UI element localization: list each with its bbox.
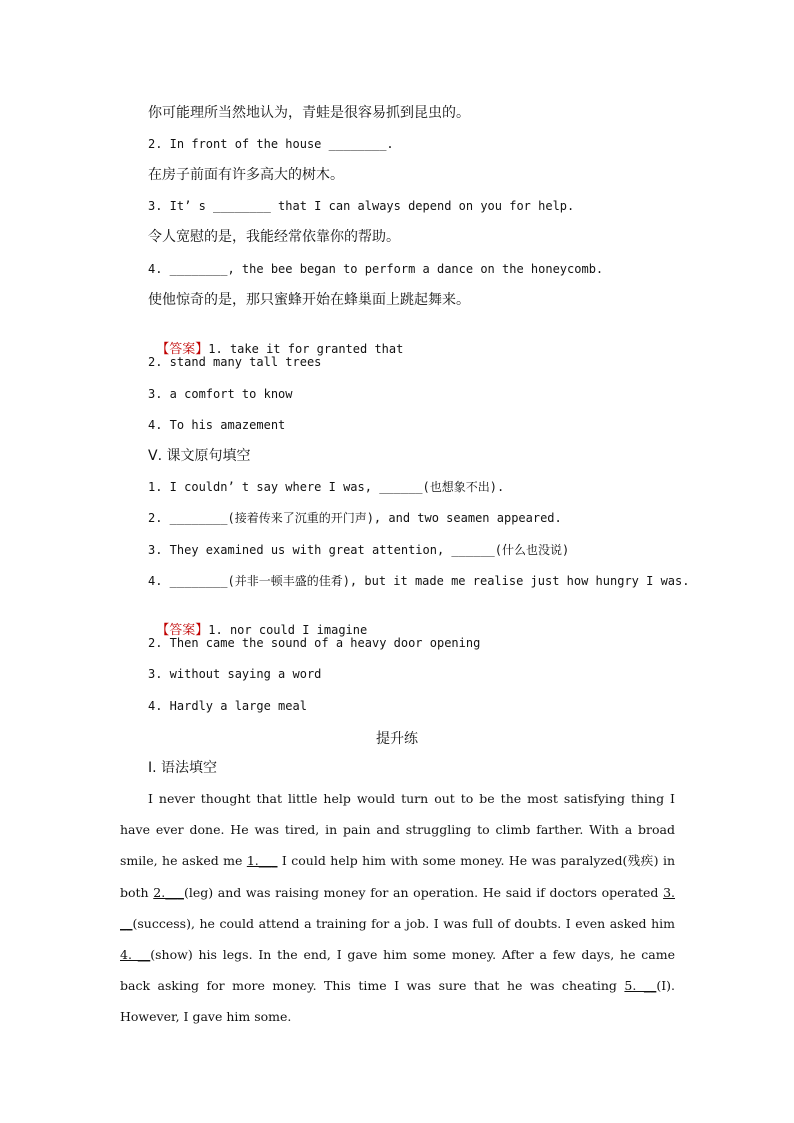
translation-line-4: 使他惊奇的是，那只蜜蜂开始在蜂巢面上跳起舞来。: [148, 292, 470, 308]
section-title: 提升练: [376, 731, 418, 747]
answer-1: 1. take it for granted that: [208, 342, 404, 356]
passage-text: (show) his legs. In the end, I gave him some money. After a few days, he came back asking for more money. This time I was sure that he was cheating: [120, 947, 676, 994]
question-4: 4. ________, the bee began to perform a dance on the honeycomb.: [148, 262, 604, 276]
answer-2: 2. stand many tall trees: [148, 355, 322, 369]
blank-3: 3. __: [120, 884, 675, 931]
answer-3: 3. a comfort to know: [148, 387, 293, 401]
question-2: 2. In front of the house ________.: [148, 137, 394, 151]
translation-line-3: 令人宽慰的是，我能经常依靠你的帮助。: [148, 229, 400, 245]
fill-question-3: 3. They examined us with great attention, ______(什么也没说): [148, 543, 570, 557]
passage-text: I never thought that little help would turn out to be the most satisfying thing I have ever done. He was tired, in pain and struggling to climb farther. With a broad smile, he asked me: [120, 791, 675, 869]
blank-5: 5. __: [624, 978, 657, 994]
passage-text: (I). However, I gave him some.: [120, 978, 675, 1025]
blank-2: 2.___: [153, 884, 184, 900]
blank-4: 4. __: [120, 947, 151, 963]
translation-line-2: 在房子前面有许多高大的树木。: [148, 167, 344, 183]
answer-4: 4. Hardly a large meal: [148, 699, 307, 713]
answer-4: 4. To his amazement: [148, 418, 286, 432]
question-3: 3. It’ s ________ that I can always depend on you for help.: [148, 199, 575, 213]
passage-text: (success), he could attend a training for a job. I was full of doubts. I even asked him: [132, 915, 675, 931]
answer-tag: 【答案】: [156, 342, 209, 357]
cloze-passage: [120, 783, 675, 1033]
section-heading: Ⅴ. 课文原句填空: [148, 448, 251, 464]
fill-question-1: 1. I couldn’ t say where I was, ______(也想象不出).: [148, 480, 505, 494]
fill-question-4: 4. ________(并非一顿丰盛的佳肴), but it made me realise just how hungry I was.: [148, 574, 690, 588]
answer-2: 2. Then came the sound of a heavy door opening: [148, 636, 481, 650]
answer-tag: 【答案】: [156, 623, 209, 638]
blank-1: 1.___: [246, 853, 278, 869]
section-heading: Ⅰ. 语法填空: [148, 760, 218, 776]
translation-line-1: 你可能理所当然地认为，青蛙是很容易抓到昆虫的。: [148, 105, 470, 121]
answer-1: 1. nor could I imagine: [208, 623, 368, 637]
answer-3: 3. without saying a word: [148, 667, 322, 681]
passage-text: (leg) and was raising money for an operation. He said if doctors operated: [183, 884, 664, 900]
passage-text: I could help him with some money. He was paralyzed(残疾) in both: [120, 853, 675, 900]
fill-question-2: 2. ________(接着传来了沉重的开门声), and two seamen appeared.: [148, 511, 562, 525]
